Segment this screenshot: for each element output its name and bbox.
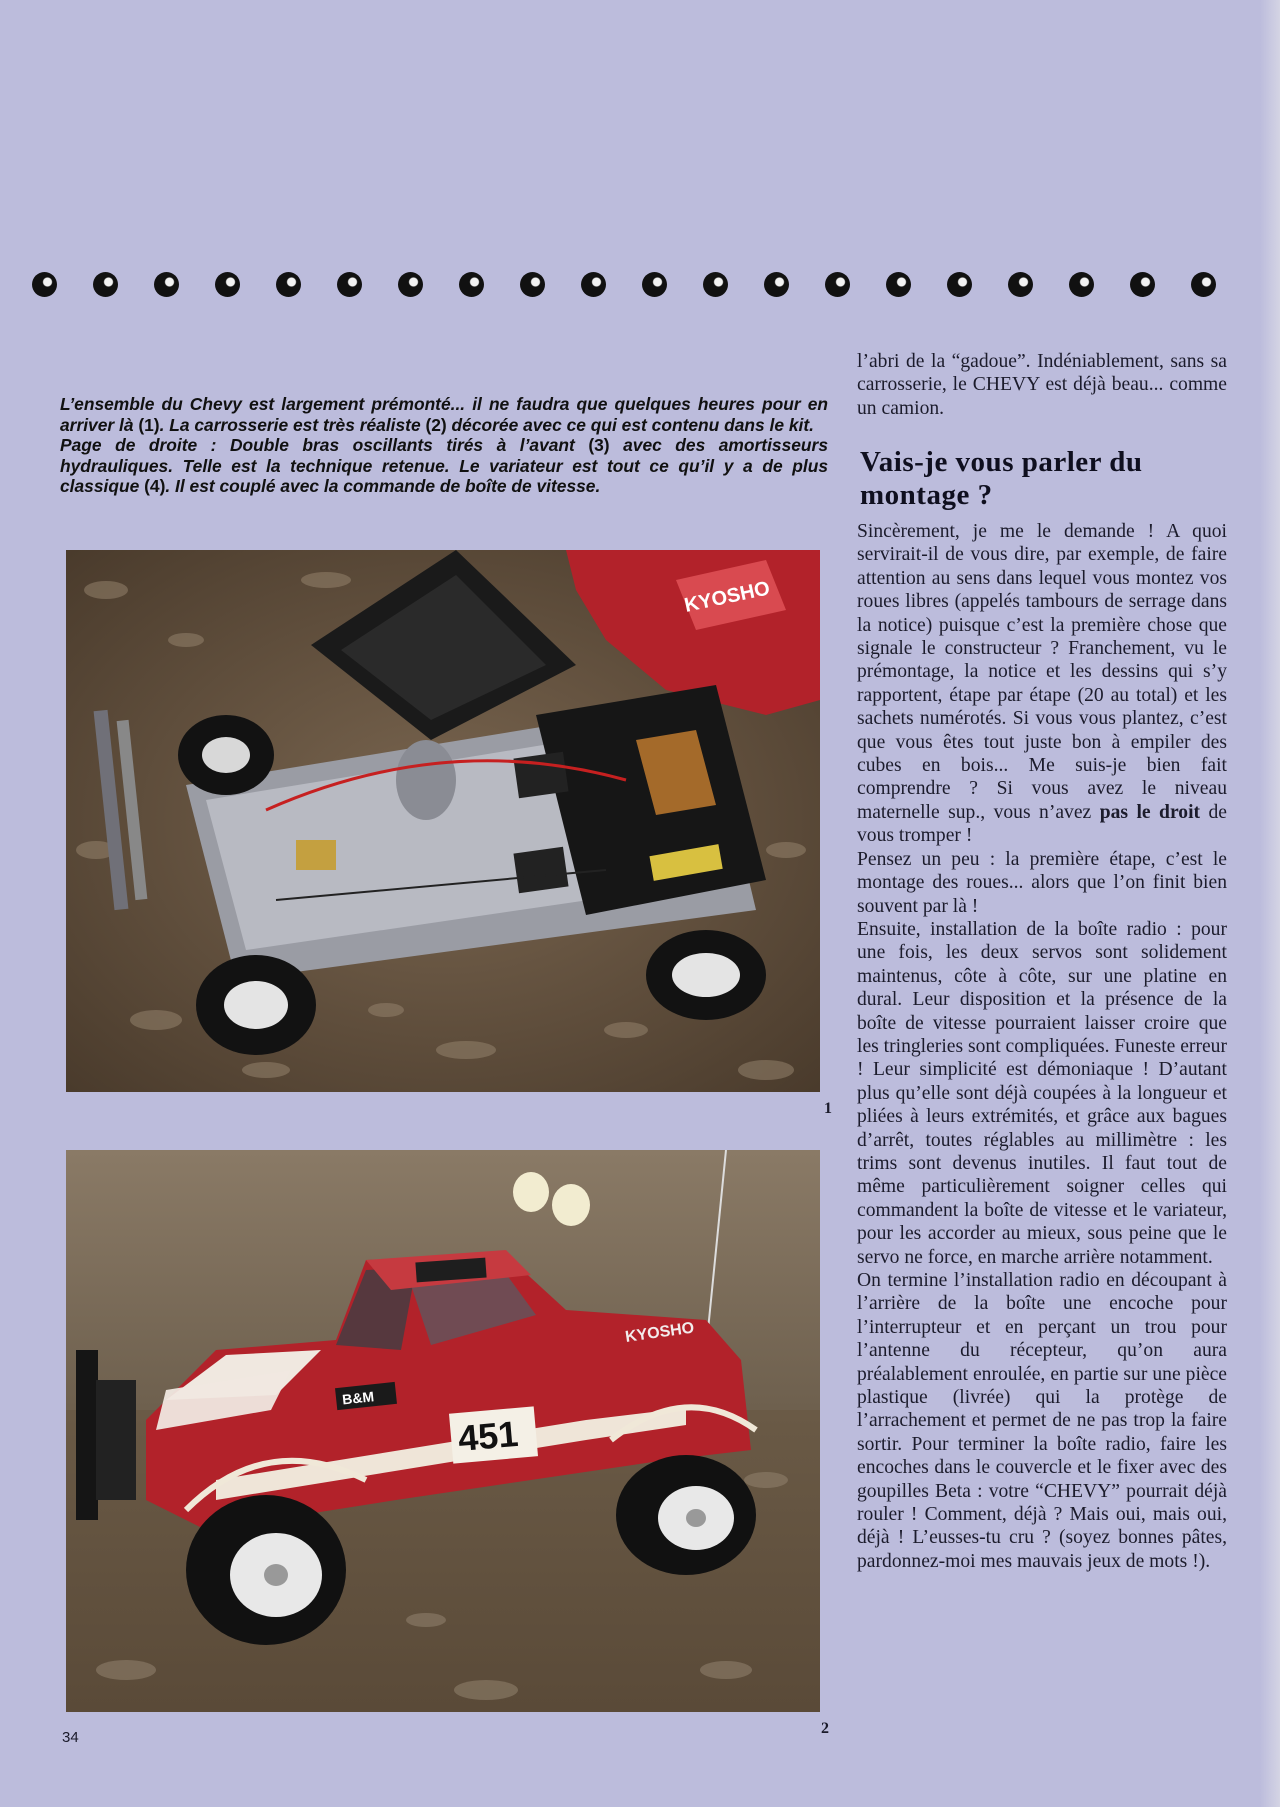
bullet-dot — [520, 272, 545, 297]
bullet-dot — [1130, 272, 1155, 297]
bullet-dot — [215, 272, 240, 297]
bullet-dot — [642, 272, 667, 297]
brand-decal: KYOSHO — [624, 1319, 696, 1346]
bullet-dot — [1191, 272, 1216, 297]
decorative-dot-row — [32, 272, 1272, 308]
bullet-dot — [947, 272, 972, 297]
bullet-dot — [459, 272, 484, 297]
bullet-dot — [93, 272, 118, 297]
section-heading: Vais-je vous parler du montage ? — [860, 446, 1143, 511]
bullet-dot — [581, 272, 606, 297]
body-paragraph-4: On termine l’installation radio en découpant à l’arrière de la boîte une encoche pour l’interrupteur et en perçant un trou pour l’antenne du récepteur, qu’on aura préalablement enroulée, en partie sur une pièce plastique (livrée) qui la protège de l’arrachement et permet de ne pas trop la faire sortir. Pour terminer la boîte radio, faire les encoches dans le couvercle et le fixer avec des goupilles Beta : votre “CHEVY” pourrait déjà rouler ! Comment, déjà ? Mais oui, mais oui, déjà ! L’eusses-tu cru ? (soyez bonnes pâtes, pardonnez-moi mes mauvais jeux de mots !). — [857, 1270, 1227, 1572]
bullet-dot — [276, 272, 301, 297]
photo-truck — [66, 1150, 820, 1712]
bullet-dot — [764, 272, 789, 297]
svg-text:KYOSHO: KYOSHO — [682, 577, 772, 617]
bullet-dot — [398, 272, 423, 297]
bullet-dot — [32, 272, 57, 297]
bullet-dot — [703, 272, 728, 297]
bullet-dot — [825, 272, 850, 297]
bullet-dot — [154, 272, 179, 297]
page-number: 34 — [62, 1729, 79, 1746]
body-paragraph-1: Sincèrement, je me le demande ! A quoi servirait-il de vous dire, par exemple, de faire attention au sens dans lequel vous montez vos roues libres (appelés tambours de serrage dans la notice) puisque c’est la première chose que signale le constructeur ? Franchement, vu le prémontage, la notice et les dessins qui s’y rapportent, étape par étape (20 au total) et les sachets numérotés. Si vous vous plantez, c’est que vous êtes tout juste bon à empiler des cubes en bois... Me suis-je bien fait comprendre ? Si vous avez le niveau maternelle sup., vous n’avez pas le droit de vous tromper ! — [857, 521, 1227, 847]
caption-paragraph-1: L’ensemble du Chevy est largement prémonté... il ne faudra que quelques heures pour en arriver là (1). La carrosserie est très réaliste (2) décorée avec ce qui est contenu dans le kit. — [60, 394, 828, 435]
bullet-dot — [337, 272, 362, 297]
bullet-dot — [886, 272, 911, 297]
body-paragraph-3: Ensuite, installation de la boîte radio : pour une fois, les deux servos sont solidement maintenus, côte à côte, sur une platine en dural. Leur disposition et la présence de la boîte de vitesse pourraient laisser croire que les tringleries sont compliquées. Funeste erreur ! Leur simplicité est démoniaque ! D’autant plus qu’elle sont déjà coupées à la longueur et pliées à leurs extrémités, et grâce aux bagues d’arrêt, toutes réglables au millimètre : les trims sont devenus inutiles. Il faut tout de même particulièrement soigner celles qui commandent la boîte de vitesse et le variateur, pour les accorder au mieux, sous peine que le servo ne force, en marche arrière notamment. — [857, 918, 1228, 1268]
caption-paragraph-2: Page de droite : Double bras oscillants tirés à l’avant (3) avec des amortisseurs hydrauliques. Telle est la technique retenue. Le variateur est tout ce qu’il y a de plus classique (4). Il est couplé avec la commande de boîte de vitesse. — [60, 435, 828, 496]
figure-number-2: 2 — [821, 1720, 829, 1737]
decal-bm-label: B&M — [341, 1388, 375, 1408]
photo-caption — [60, 394, 828, 497]
body-paragraph-2: Pensez un peu : la première étape, c’est le montage des roues... alors que l’on finit bien souvent par là ! — [857, 848, 1227, 917]
bullet-dot — [1069, 272, 1094, 297]
race-number-label: 451 — [456, 1412, 520, 1459]
photo-chassis — [66, 550, 820, 1092]
figure-number-1: 1 — [824, 1100, 832, 1117]
article-intro: l’abri de la “gadoue”. Indéniablement, sans sa carrosserie, le CHEVY est déjà beau... comme un camion. — [857, 351, 1227, 419]
article-body — [857, 520, 1227, 1573]
bullet-dot — [1008, 272, 1033, 297]
